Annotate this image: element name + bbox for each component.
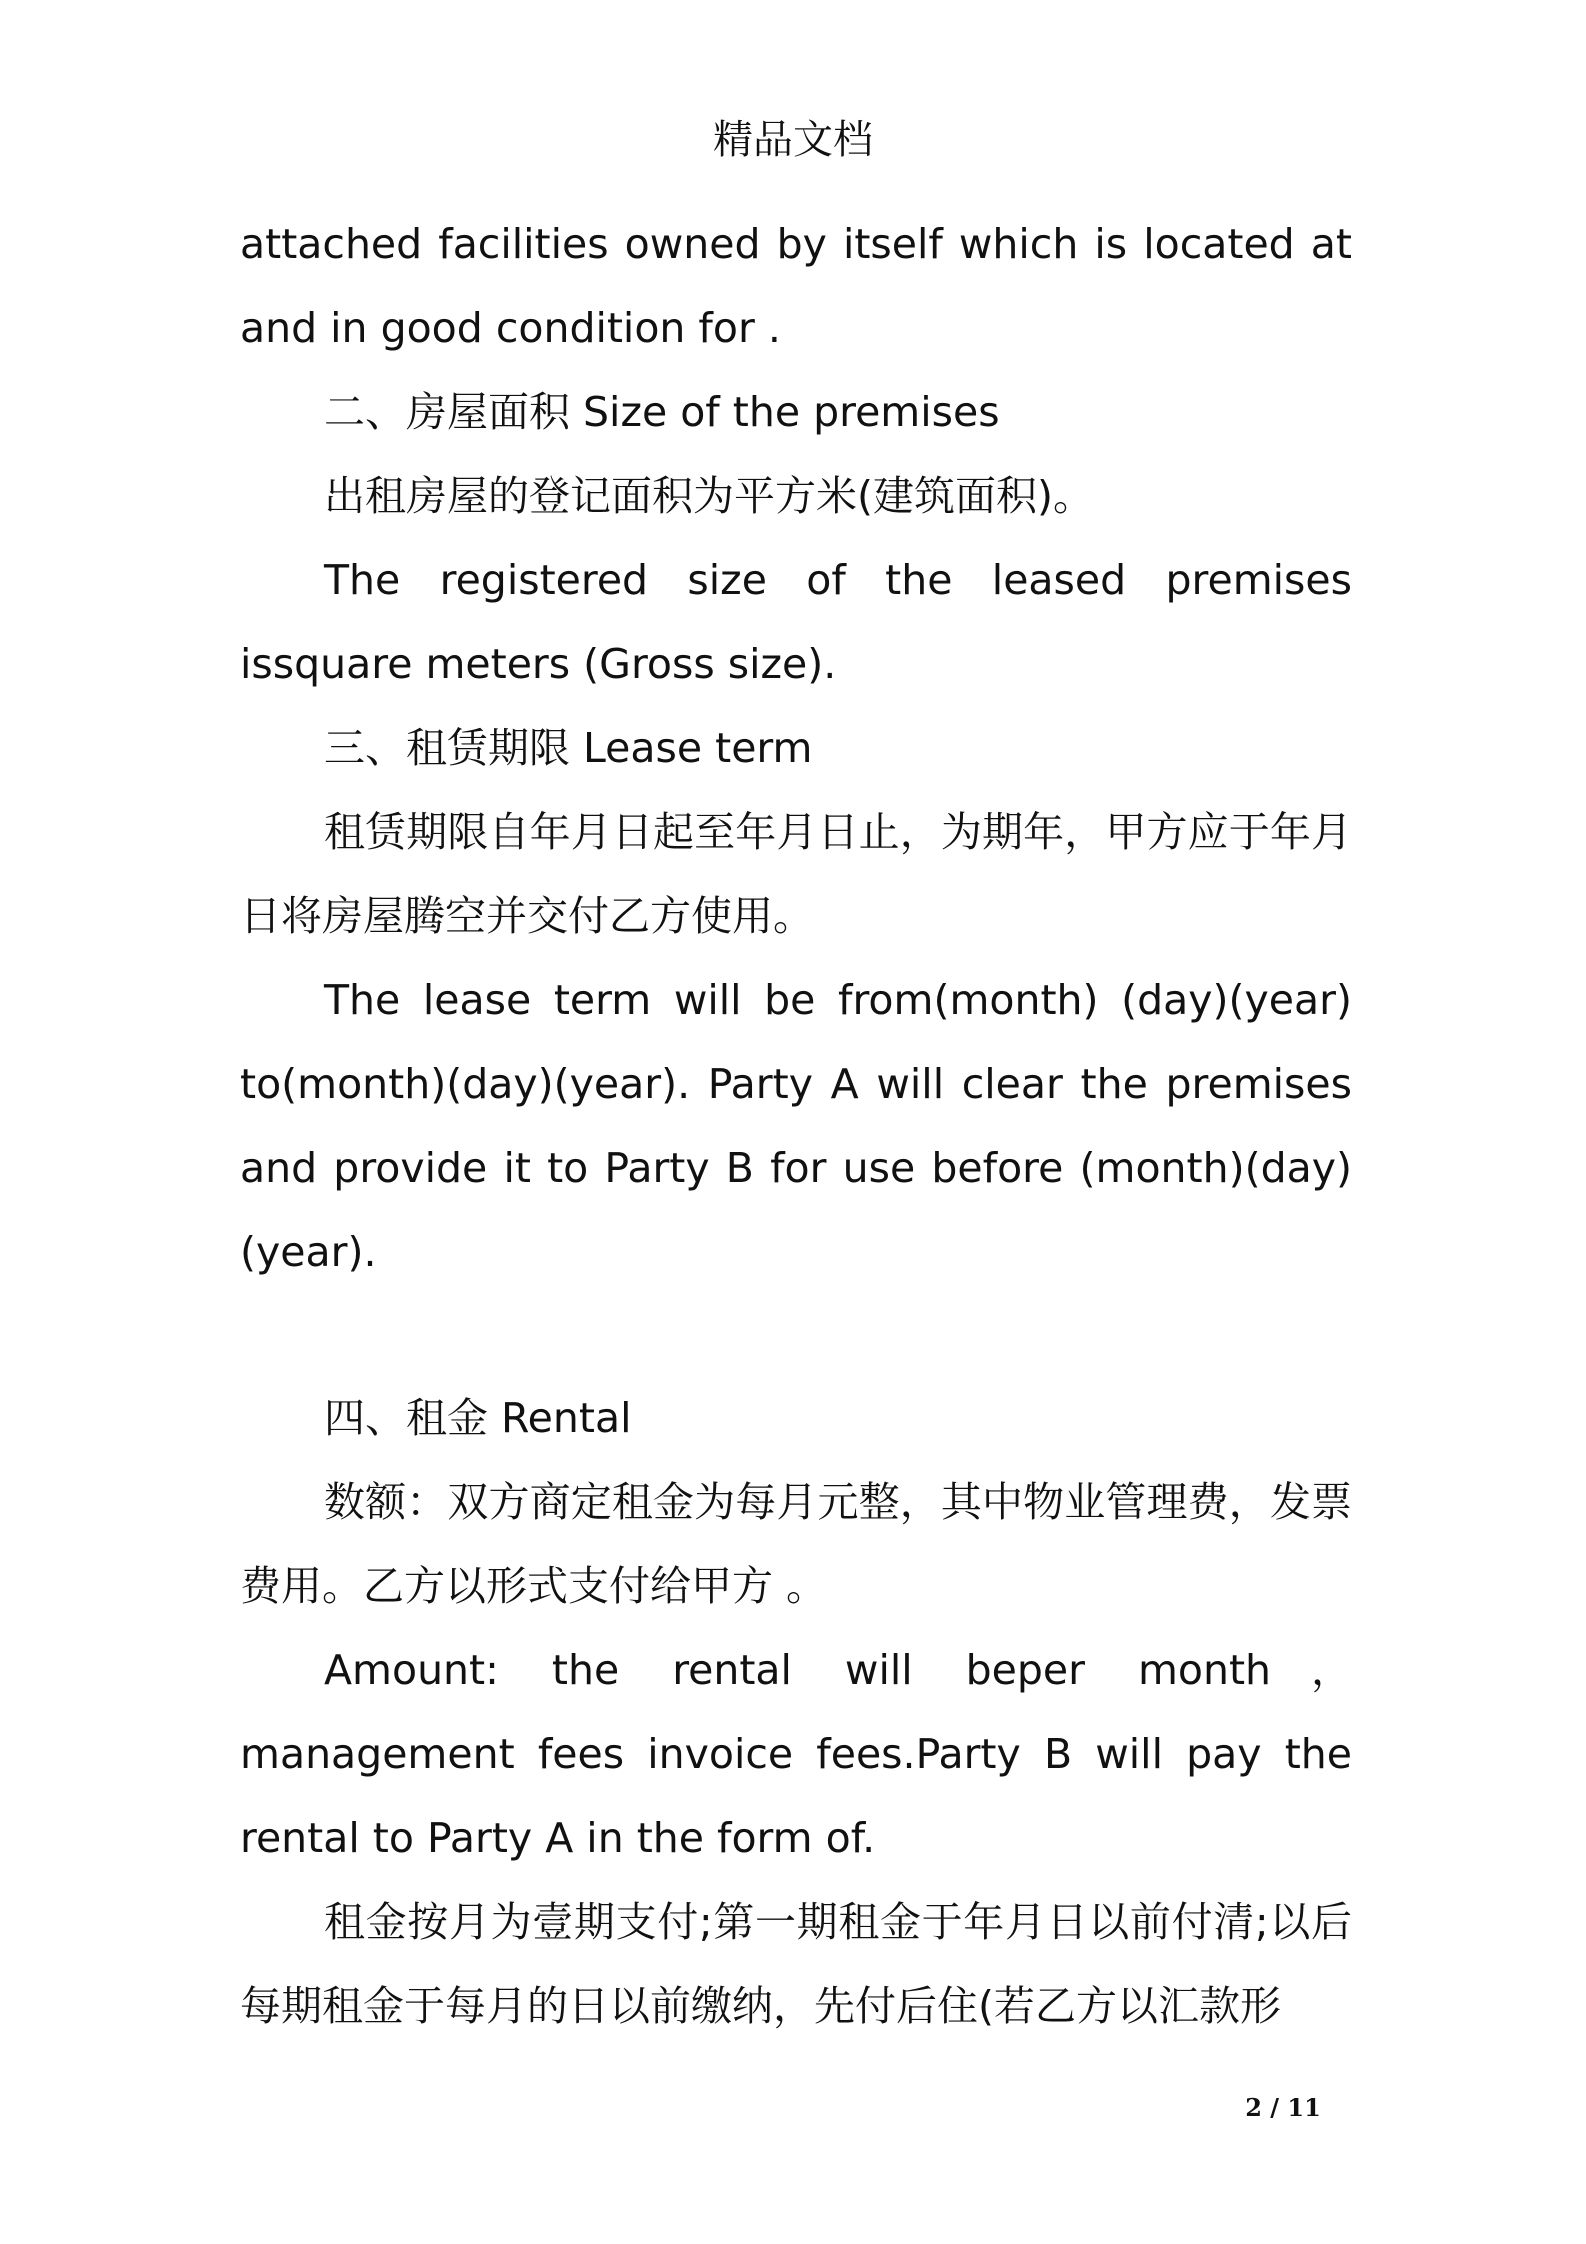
section-heading-size: 二、房屋面积 Size of the premises — [324, 388, 1000, 436]
paragraph-size-en: The registered size of the leased premises issquare meters (Gross size). — [240, 556, 1352, 688]
paragraph-lease-term-cn: 租赁期限自年月日起至年月日止，为期年，甲方应于年月日将房屋腾空并交付乙方使用。 — [240, 808, 1352, 940]
paragraph-amount-cn: 数额：双方商定租金为每月元整，其中物业管理费，发票费用。乙方以形式支付给甲方 。 — [240, 1478, 1352, 1610]
paragraph-lease-term-en: The lease term will be from(month) (day)(year) to(month)(day)(year). Party A will clear the premises and provide it to Party B for use before (month)(day)(year). — [240, 976, 1352, 1276]
page-header: 精品文档 — [713, 117, 873, 163]
paragraph-size-cn: 出租房屋的登记面积为平方米(建筑面积)。 — [324, 472, 1094, 520]
paragraph-amount-en: Amount: the rental will beper month，management fees invoice fees.Party B will pay the rental to Party A in the form of. — [240, 1646, 1352, 1862]
section-heading-lease-term: 三、租赁期限 Lease term — [324, 724, 813, 772]
paragraph-facilities: attached facilities owned by itself which is located at and in good condition for . — [240, 220, 1352, 352]
document-body — [240, 202, 1352, 2048]
section-heading-rental: 四、租金 Rental — [324, 1394, 632, 1442]
paragraph-payment-cn: 租金按月为壹期支付;第一期租金于年月日以前付清;以后每期租金于每月的日以前缴纳，先付后住(若乙方以汇款形 — [240, 1898, 1352, 2030]
page-number: 2 / 11 — [1245, 2093, 1321, 2122]
